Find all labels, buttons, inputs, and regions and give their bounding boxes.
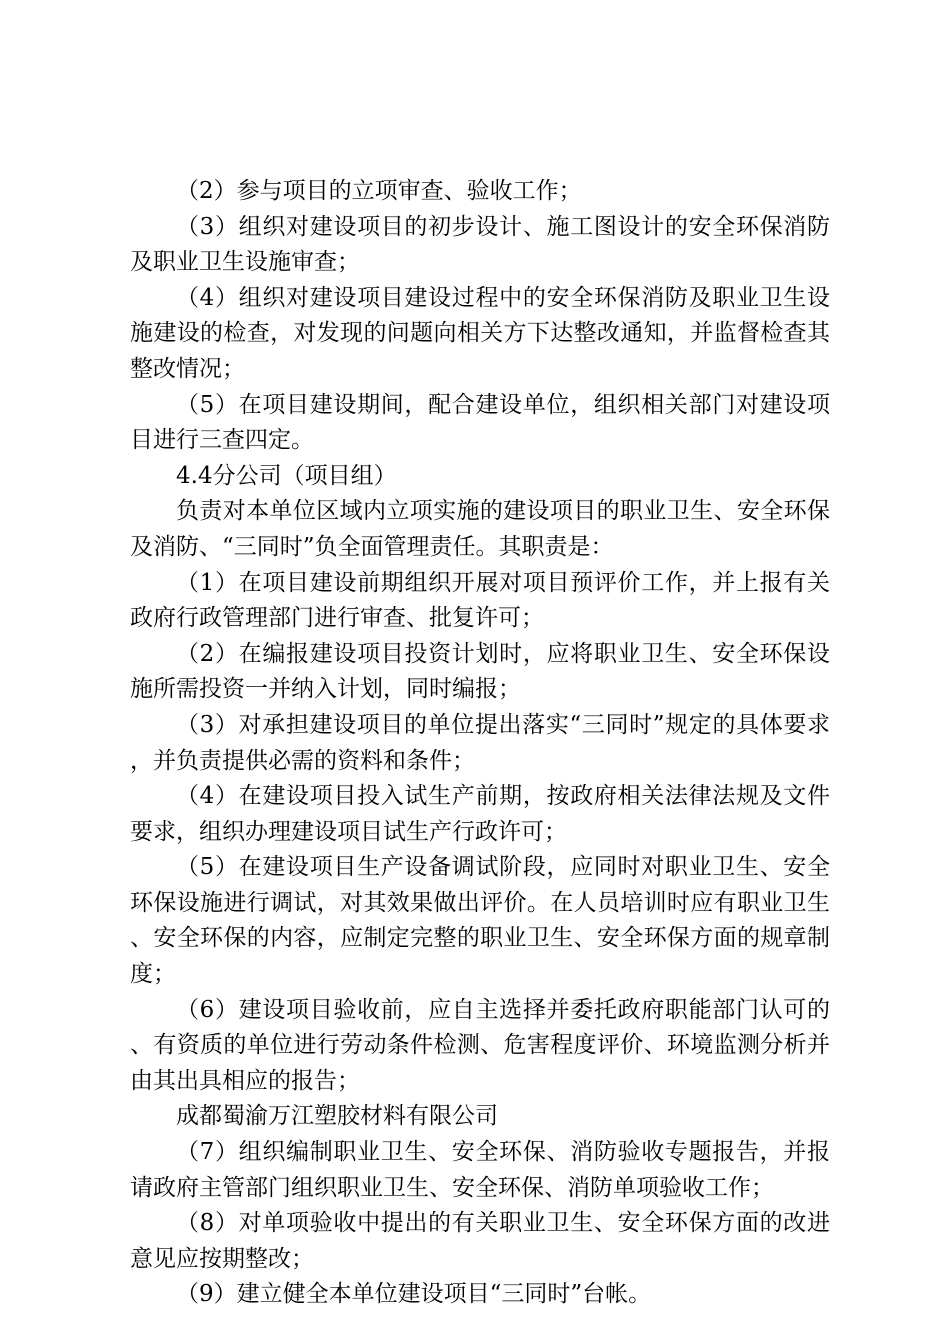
paragraph-item-3: （3）组织对建设项目的初步设计、施工图设计的安全环保消防及职业卫生设施审查；	[130, 213, 830, 276]
document-page	[130, 174, 830, 1313]
duty-item-9: （9）建立健全本单位建设项目“三同时”台帐。	[176, 1281, 652, 1308]
duty-item-2: （2）在编报建设项目投资计划时，应将职业卫生、安全环保设施所需投资一并纳入计划，同时编报；	[130, 640, 830, 703]
duty-item-1: （1）在项目建设前期组织开展对项目预评价工作，并上报有关政府行政管理部门进行审查、批复许可；	[130, 569, 830, 632]
duty-item-5: （5）在建设项目生产设备调试阶段，应同时对职业卫生、安全环保设施进行调试，对其效果做出评价。在人员培训时应有职业卫生、安全环保的内容，应制定完整的职业卫生、安全环保方面的规章制度；	[130, 854, 830, 988]
duty-item-4: （4）在建设项目投入试生产前期，按政府相关法律法规及文件要求，组织办理建设项目试生产行政许可；	[130, 783, 830, 845]
section-heading-4-4: 4.4分公司（项目组）	[176, 462, 397, 489]
paragraph-item-4: （4）组织对建设项目建设过程中的安全环保消防及职业卫生设施建设的检查，对发现的问题向相关方下达整改通知，并监督检查其整改情况；	[130, 284, 830, 382]
duty-item-7: （7）组织编制职业卫生、安全环保、消防验收专题报告，并报请政府主管部门组织职业卫生、安全环保、消防单项验收工作；	[130, 1139, 830, 1201]
company-name: 成都蜀渝万江塑胶材料有限公司	[176, 1103, 498, 1130]
duty-item-3: （3）对承担建设项目的单位提出落实“三同时”规定的具体要求，并负责提供必需的资料和条件；	[130, 711, 830, 774]
duty-item-8: （8）对单项验收中提出的有关职业卫生、安全环保方面的改进意见应按期整改；	[130, 1210, 830, 1272]
duty-item-6: （6）建设项目验收前，应自主选择并委托政府职能部门认可的、有资质的单位进行劳动条件检测、危害程度评价、环境监测分析并由其出具相应的报告；	[130, 996, 830, 1094]
paragraph-item-5: （5）在项目建设期间，配合建设单位，组织相关部门对建设项目进行三查四定。	[130, 391, 830, 454]
section-intro-paragraph: 负责对本单位区域内立项实施的建设项目的职业卫生、安全环保及消防、“三同时”负全面管理责任。其职责是：	[130, 498, 830, 560]
paragraph-item-2: （2）参与项目的立项审查、验收工作；	[176, 178, 582, 204]
